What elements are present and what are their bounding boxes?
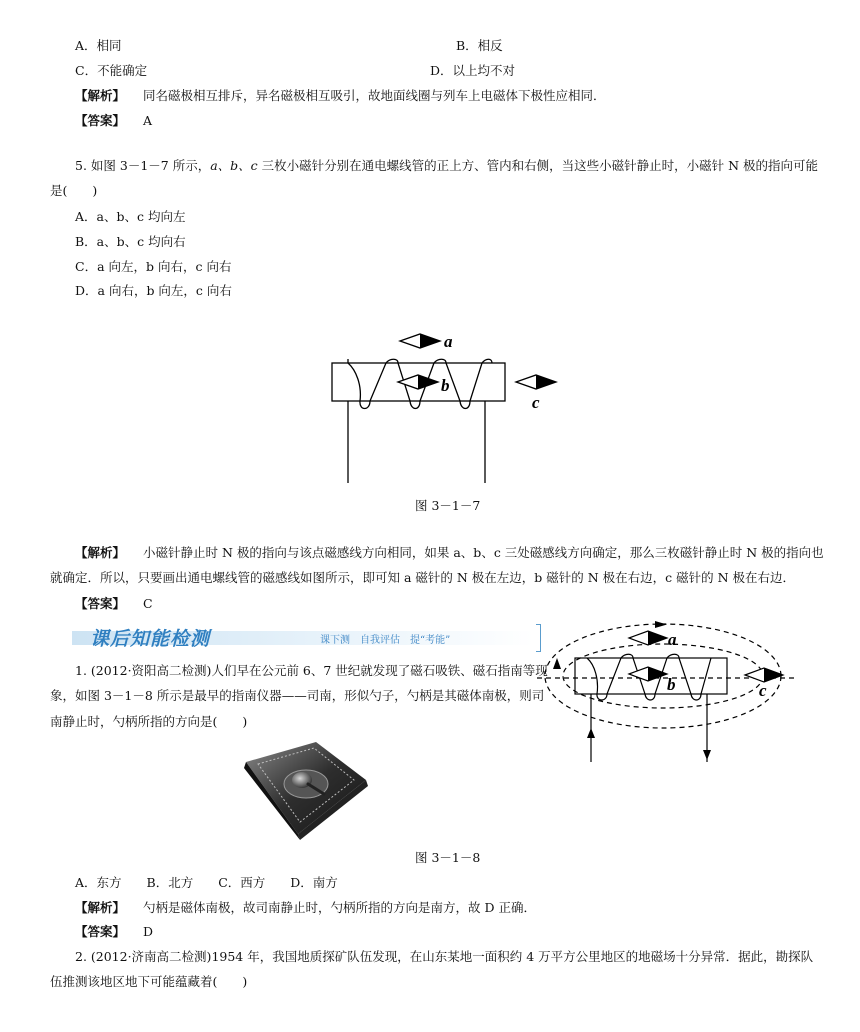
p1-analysis <box>75 898 536 916</box>
q4-option-d: D．以上均不对 <box>430 63 516 78</box>
analysis-text: 小磁针静止时 N 极的指向与该点磁感线方向相同，如果 a、b、c 三处磁感线方向确定，那么三枚磁针静止时 N 极的指向也 <box>143 545 824 560</box>
answer-tag: 【答案】 <box>75 596 126 611</box>
q4-answer <box>75 111 152 129</box>
label-a: a <box>668 630 677 649</box>
q5-stem-part: 三枚小磁针分别在通电螺线管的正上方、管内和右侧，当这些小磁针静止时，小磁针 N 极的指向可能 <box>257 158 819 173</box>
q4-analysis <box>75 86 606 104</box>
answer-tag: 【答案】 <box>75 113 126 128</box>
label-b: b <box>667 675 676 694</box>
analysis-tag: 【解析】 <box>75 88 126 103</box>
q4-option-a: A．相同 <box>75 38 122 53</box>
q4-option-b: B．相反 <box>456 38 503 53</box>
label-a: a <box>444 332 453 351</box>
q5-stem-vars: a、b、c <box>210 158 258 173</box>
q5-option-c: C．a 向左，b 向右，c 向右 <box>75 259 232 274</box>
solenoid-figure <box>320 325 570 490</box>
answer-value: D <box>143 924 154 939</box>
sinan-compass-image <box>242 736 370 840</box>
q5-analysis-line-2: 就确定．所以，只要画出通电螺线管的磁感线如图所示，即可知 a 磁针的 N 极在左边，b 磁针的 N 极在右边，c 磁针的 N 极在右边． <box>50 570 796 585</box>
q5-option-b: B．a、b、c 均向右 <box>75 234 186 249</box>
solenoid-field-lines-figure <box>535 612 805 772</box>
analysis-tag: 【解析】 <box>75 545 126 560</box>
answer-tag: 【答案】 <box>75 924 126 939</box>
answer-value: C <box>143 596 153 611</box>
analysis-tag: 【解析】 <box>75 900 126 915</box>
q5-option-d: D．a 向右，b 向左，c 向右 <box>75 283 232 298</box>
analysis-text: 勺柄是磁体南极，故司南静止时，勺柄所指的方向是南方，故 D 正确． <box>143 900 536 915</box>
p2-stem-line-1: 2. (2012·济南高二检测)1954 年，我国地质探矿队伍发现，在山东某地一面积约 4 万平方公里地区的地磁场十分异常．据此，勘探队 <box>75 949 814 964</box>
label-c: c <box>532 393 540 412</box>
p1-stem-line-3: 南静止时，勺柄所指的方向是( ) <box>50 714 248 729</box>
q5-stem-line-1 <box>75 156 818 174</box>
figure-caption-3-1-8: 图 3－1－8 <box>415 850 481 865</box>
q5-stem-part: 5. 如图 3－1－7 所示， <box>75 158 211 173</box>
q5-analysis-line-1 <box>75 543 824 561</box>
p1-options: A．东方 B．北方 C．西方 D．南方 <box>75 875 338 890</box>
section-banner <box>72 624 542 652</box>
q5-answer <box>75 594 153 612</box>
banner-title: 课后知能检测 <box>90 628 211 650</box>
answer-value: A <box>143 113 153 128</box>
p1-stem-line-1: 1. (2012·资阳高二检测)人们早在公元前 6、7 世纪就发现了磁石吸铁、磁石指南等现 <box>75 663 548 678</box>
q5-stem-line-2: 是( ) <box>50 183 98 198</box>
label-b: b <box>441 376 450 395</box>
label-c: c <box>759 681 767 700</box>
q4-option-c: C．不能确定 <box>75 63 148 78</box>
banner-subtitle: 课下测 自我评估 提“考能” <box>320 635 451 646</box>
p1-stem-line-2: 象，如图 3－1－8 所示是最早的指南仪器——司南，形似勺子，勺柄是其磁体南极，则司 <box>50 688 545 703</box>
figure-caption-3-1-7: 图 3－1－7 <box>415 498 481 513</box>
p2-stem-line-2: 伍推测该地区地下可能蕴藏着( ) <box>50 974 248 989</box>
q5-option-a: A．a、b、c 均向左 <box>75 209 186 224</box>
p1-answer <box>75 922 153 940</box>
analysis-text: 同名磁极相互排斥，异名磁极相互吸引，故地面线圈与列车上电磁体下极性应相同． <box>143 88 606 103</box>
